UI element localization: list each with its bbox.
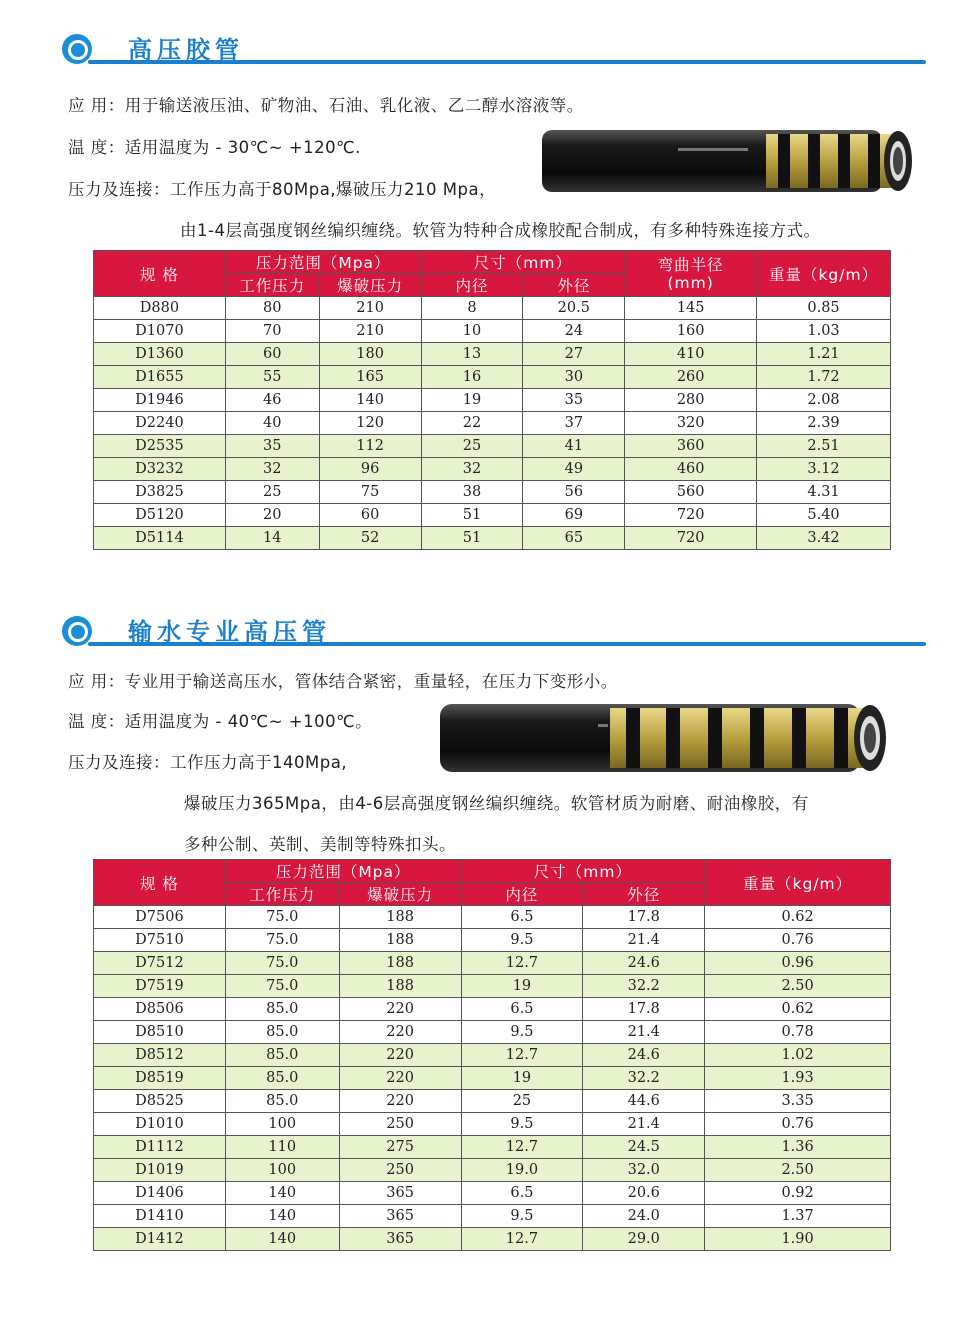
table-cell: 220: [339, 1044, 461, 1067]
table-cell: 720: [625, 504, 757, 527]
table-cell: 29.0: [583, 1228, 705, 1251]
header-burst-pressure: 爆破压力: [319, 274, 421, 297]
table-cell: D8512: [94, 1044, 226, 1067]
header-burst-pressure: 爆破压力: [339, 883, 461, 906]
table-cell: D1112: [94, 1136, 226, 1159]
table-row: [94, 1021, 891, 1044]
table-cell: 41: [523, 435, 625, 458]
table-cell: 6.5: [461, 906, 583, 929]
table-row: [94, 412, 891, 435]
table-cell: 365: [339, 1182, 461, 1205]
table-row: [94, 1228, 891, 1251]
table-cell: 65: [523, 527, 625, 550]
table-cell: 24.0: [583, 1205, 705, 1228]
table-cell: D8525: [94, 1090, 226, 1113]
table-cell: 13: [421, 343, 523, 366]
table-cell: D1946: [94, 389, 226, 412]
table-cell: 85.0: [225, 1090, 339, 1113]
table-cell: 188: [339, 929, 461, 952]
header-working-pressure: 工作压力: [225, 883, 339, 906]
spec-table-2: [93, 859, 891, 1251]
table-row: [94, 1205, 891, 1228]
header-inner-diameter: 内径: [461, 883, 583, 906]
table-row: [94, 952, 891, 975]
header-weight: 重量（kg/m）: [757, 251, 891, 297]
table-cell: 55: [225, 366, 319, 389]
table-cell: 1.90: [705, 1228, 891, 1251]
table-cell: 188: [339, 952, 461, 975]
table-cell: 3.42: [757, 527, 891, 550]
table-cell: 44.6: [583, 1090, 705, 1113]
table-cell: 32: [225, 458, 319, 481]
table-cell: 2.50: [705, 975, 891, 998]
table-cell: 51: [421, 527, 523, 550]
table-cell: 1.36: [705, 1136, 891, 1159]
table-cell: D8506: [94, 998, 226, 1021]
table-cell: 1.02: [705, 1044, 891, 1067]
table-cell: 49: [523, 458, 625, 481]
table-cell: 280: [625, 389, 757, 412]
table-cell: 9.5: [461, 1113, 583, 1136]
section2-header: [58, 614, 926, 648]
table-cell: 140: [319, 389, 421, 412]
table-cell: 32.2: [583, 1067, 705, 1090]
table-cell: 75.0: [225, 975, 339, 998]
table-cell: 140: [225, 1205, 339, 1228]
table-cell: 360: [625, 435, 757, 458]
table-cell: 145: [625, 297, 757, 320]
table-cell: 100: [225, 1159, 339, 1182]
table-cell: 9.5: [461, 1021, 583, 1044]
spec-table-2-body: [94, 906, 891, 1251]
table-cell: 21.4: [583, 1021, 705, 1044]
table-cell: D1019: [94, 1159, 226, 1182]
table-cell: 38: [421, 481, 523, 504]
table-cell: 220: [339, 1021, 461, 1044]
section1-pressure-text: 压力及连接：工作压力高于80Mpa,爆破压力210 Mpa，: [68, 180, 497, 199]
table-cell: 188: [339, 906, 461, 929]
table-cell: 2.39: [757, 412, 891, 435]
table-cell: 410: [625, 343, 757, 366]
table-row: [94, 389, 891, 412]
header-inner-diameter: 内径: [421, 274, 523, 297]
table-cell: 32: [421, 458, 523, 481]
table-cell: 140: [225, 1182, 339, 1205]
table-cell: 85.0: [225, 998, 339, 1021]
table-cell: 52: [319, 527, 421, 550]
table-cell: D7512: [94, 952, 226, 975]
table-cell: 365: [339, 1205, 461, 1228]
section2-temperature-text: 温 度：适用温度为 - 40℃~ +100℃。: [68, 712, 373, 731]
table-cell: 320: [625, 412, 757, 435]
table-cell: 35: [523, 389, 625, 412]
table-cell: 37: [523, 412, 625, 435]
table-cell: 96: [319, 458, 421, 481]
table-row: [94, 366, 891, 389]
table-cell: 85.0: [225, 1044, 339, 1067]
table-cell: 250: [339, 1113, 461, 1136]
table-cell: 60: [319, 504, 421, 527]
table-cell: 2.50: [705, 1159, 891, 1182]
table-cell: D3825: [94, 481, 226, 504]
table-cell: 46: [225, 389, 319, 412]
table-cell: 75.0: [225, 906, 339, 929]
table-row: [94, 481, 891, 504]
table-cell: 25: [461, 1090, 583, 1113]
section1-detail-text: 由1-4层高强度钢丝编织缠绕。软管为特种合成橡胶配合制成，有多种特殊连接方式。: [180, 221, 821, 240]
table-cell: D3232: [94, 458, 226, 481]
table-cell: 32.0: [583, 1159, 705, 1182]
table-cell: 3.35: [705, 1090, 891, 1113]
header-outer-diameter: 外径: [583, 883, 705, 906]
table-cell: 0.76: [705, 1113, 891, 1136]
table-cell: 35: [225, 435, 319, 458]
table-cell: 25: [421, 435, 523, 458]
hose-image-1: [538, 126, 918, 196]
table-cell: 32.2: [583, 975, 705, 998]
table-cell: 19: [461, 975, 583, 998]
section2-application-text: 应 用：专业用于输送高压水，管体结合紧密，重量轻，在压力下变形小。: [68, 672, 618, 691]
table-cell: 1.72: [757, 366, 891, 389]
table-row: [94, 1159, 891, 1182]
header-spec: 规 格: [94, 860, 226, 906]
table-cell: 24.6: [583, 1044, 705, 1067]
table-row: [94, 975, 891, 998]
table-cell: 20.6: [583, 1182, 705, 1205]
table-cell: 80: [225, 297, 319, 320]
table-cell: 17.8: [583, 998, 705, 1021]
section1-header: [58, 32, 926, 66]
table-cell: 8: [421, 297, 523, 320]
header-pressure-range: 压力范围（Mpa）: [225, 251, 421, 274]
target-circle-icon: [62, 34, 92, 64]
table-cell: 19: [421, 389, 523, 412]
table-cell: 12.7: [461, 1228, 583, 1251]
table-cell: 85.0: [225, 1067, 339, 1090]
table-row: [94, 504, 891, 527]
table-cell: D2240: [94, 412, 226, 435]
table-cell: 112: [319, 435, 421, 458]
section2-detail-text-1: 爆破压力365Mpa，由4-6层高强度钢丝编织缠绕。软管材质为耐磨、耐油橡胶，有: [184, 794, 809, 813]
table-cell: 14: [225, 527, 319, 550]
table-cell: D1360: [94, 343, 226, 366]
table-cell: 9.5: [461, 1205, 583, 1228]
table-cell: 25: [225, 481, 319, 504]
table-cell: 4.31: [757, 481, 891, 504]
section1-temperature-text: 温 度：适用温度为 - 30℃~ +120℃.: [68, 138, 361, 157]
table-cell: 140: [225, 1228, 339, 1251]
table-cell: D2535: [94, 435, 226, 458]
table-cell: 1.03: [757, 320, 891, 343]
table-cell: 10: [421, 320, 523, 343]
table-cell: 75.0: [225, 952, 339, 975]
table-cell: 210: [319, 297, 421, 320]
table-row: [94, 1113, 891, 1136]
table-cell: 17.8: [583, 906, 705, 929]
table-cell: 0.62: [705, 998, 891, 1021]
section1-application-text: 应 用：用于输送液压油、矿物油、石油、乳化液、乙二醇水溶液等。: [68, 96, 584, 115]
table-row: [94, 1136, 891, 1159]
section1-title: 高压胶管: [128, 36, 244, 64]
table-cell: 220: [339, 1067, 461, 1090]
table-row: [94, 297, 891, 320]
table-row: [94, 527, 891, 550]
table-cell: 180: [319, 343, 421, 366]
table-cell: 85.0: [225, 1021, 339, 1044]
table-cell: 275: [339, 1136, 461, 1159]
table-cell: D8510: [94, 1021, 226, 1044]
table-cell: 365: [339, 1228, 461, 1251]
table-cell: 24.6: [583, 952, 705, 975]
table-cell: 220: [339, 998, 461, 1021]
table-cell: 0.92: [705, 1182, 891, 1205]
table-cell: 60: [225, 343, 319, 366]
table-row: [94, 1067, 891, 1090]
table-cell: 12.7: [461, 1136, 583, 1159]
table-cell: 24: [523, 320, 625, 343]
table-cell: 70: [225, 320, 319, 343]
table-cell: D1406: [94, 1182, 226, 1205]
table-cell: 69: [523, 504, 625, 527]
table-cell: 75.0: [225, 929, 339, 952]
table-cell: 100: [225, 1113, 339, 1136]
table-cell: 560: [625, 481, 757, 504]
table-cell: 22: [421, 412, 523, 435]
header-bend-radius-line1: 弯曲半径: [657, 255, 724, 274]
table-cell: 2.51: [757, 435, 891, 458]
table-cell: 12.7: [461, 952, 583, 975]
table-cell: 6.5: [461, 998, 583, 1021]
table-cell: 0.85: [757, 297, 891, 320]
table-cell: 1.21: [757, 343, 891, 366]
table-cell: D1655: [94, 366, 226, 389]
table-cell: 2.08: [757, 389, 891, 412]
header-outer-diameter: 外径: [523, 274, 625, 297]
table-cell: D1412: [94, 1228, 226, 1251]
table-cell: 0.78: [705, 1021, 891, 1044]
table-cell: 24.5: [583, 1136, 705, 1159]
table-cell: 0.62: [705, 906, 891, 929]
table-cell: 21.4: [583, 929, 705, 952]
table-cell: 9.5: [461, 929, 583, 952]
table-cell: 720: [625, 527, 757, 550]
table-cell: 20.5: [523, 297, 625, 320]
table-cell: 6.5: [461, 1182, 583, 1205]
header-size: 尺寸（mm）: [421, 251, 625, 274]
section2-detail-text-2: 多种公制、英制、美制等特殊扣头。: [184, 835, 456, 854]
table-cell: 1.37: [705, 1205, 891, 1228]
table-cell: 56: [523, 481, 625, 504]
table-cell: 0.96: [705, 952, 891, 975]
table-row: [94, 1044, 891, 1067]
table-row: [94, 458, 891, 481]
table-cell: 3.12: [757, 458, 891, 481]
section2-pressure-text: 压力及连接：工作压力高于140Mpa,: [68, 753, 348, 772]
table-cell: D1010: [94, 1113, 226, 1136]
table-cell: D880: [94, 297, 226, 320]
table-row: [94, 1182, 891, 1205]
table-cell: 0.76: [705, 929, 891, 952]
table-row: [94, 1090, 891, 1113]
table-cell: D7506: [94, 906, 226, 929]
table-row: [94, 998, 891, 1021]
table-cell: 250: [339, 1159, 461, 1182]
table-row: [94, 320, 891, 343]
table-cell: 21.4: [583, 1113, 705, 1136]
header-working-pressure: 工作压力: [225, 274, 319, 297]
table-cell: 160: [625, 320, 757, 343]
table-cell: 5.40: [757, 504, 891, 527]
table-cell: 75: [319, 481, 421, 504]
table-cell: 1.93: [705, 1067, 891, 1090]
section2-title: 输水专业高压管: [128, 618, 331, 646]
hose-image-2: [438, 700, 890, 776]
table-cell: D1410: [94, 1205, 226, 1228]
table-cell: 16: [421, 366, 523, 389]
table-cell: D5114: [94, 527, 226, 550]
target-circle-icon: [62, 616, 92, 646]
table-row: [94, 343, 891, 366]
table-cell: 188: [339, 975, 461, 998]
spec-table-1-body: [94, 297, 891, 550]
table-cell: 210: [319, 320, 421, 343]
table-cell: 19: [461, 1067, 583, 1090]
table-row: [94, 906, 891, 929]
header-bend-radius: [625, 251, 757, 297]
table-cell: 30: [523, 366, 625, 389]
header-spec: 规 格: [94, 251, 226, 297]
table-row: [94, 929, 891, 952]
table-cell: D8519: [94, 1067, 226, 1090]
table-cell: 220: [339, 1090, 461, 1113]
table-cell: 19.0: [461, 1159, 583, 1182]
table-cell: 165: [319, 366, 421, 389]
table-cell: D7510: [94, 929, 226, 952]
table-cell: 110: [225, 1136, 339, 1159]
spec-table-1: [93, 250, 891, 550]
table-cell: 460: [625, 458, 757, 481]
table-cell: 51: [421, 504, 523, 527]
table-cell: D5120: [94, 504, 226, 527]
table-cell: 260: [625, 366, 757, 389]
table-cell: 120: [319, 412, 421, 435]
table-cell: 27: [523, 343, 625, 366]
header-bend-radius-line2: (mm): [667, 273, 714, 292]
table-cell: 12.7: [461, 1044, 583, 1067]
header-weight: 重量（kg/m）: [705, 860, 891, 906]
table-row: [94, 435, 891, 458]
header-pressure-range: 压力范围（Mpa）: [225, 860, 461, 883]
table-cell: D1070: [94, 320, 226, 343]
table-cell: D7519: [94, 975, 226, 998]
table-cell: 20: [225, 504, 319, 527]
table-cell: 40: [225, 412, 319, 435]
header-size: 尺寸（mm）: [461, 860, 705, 883]
